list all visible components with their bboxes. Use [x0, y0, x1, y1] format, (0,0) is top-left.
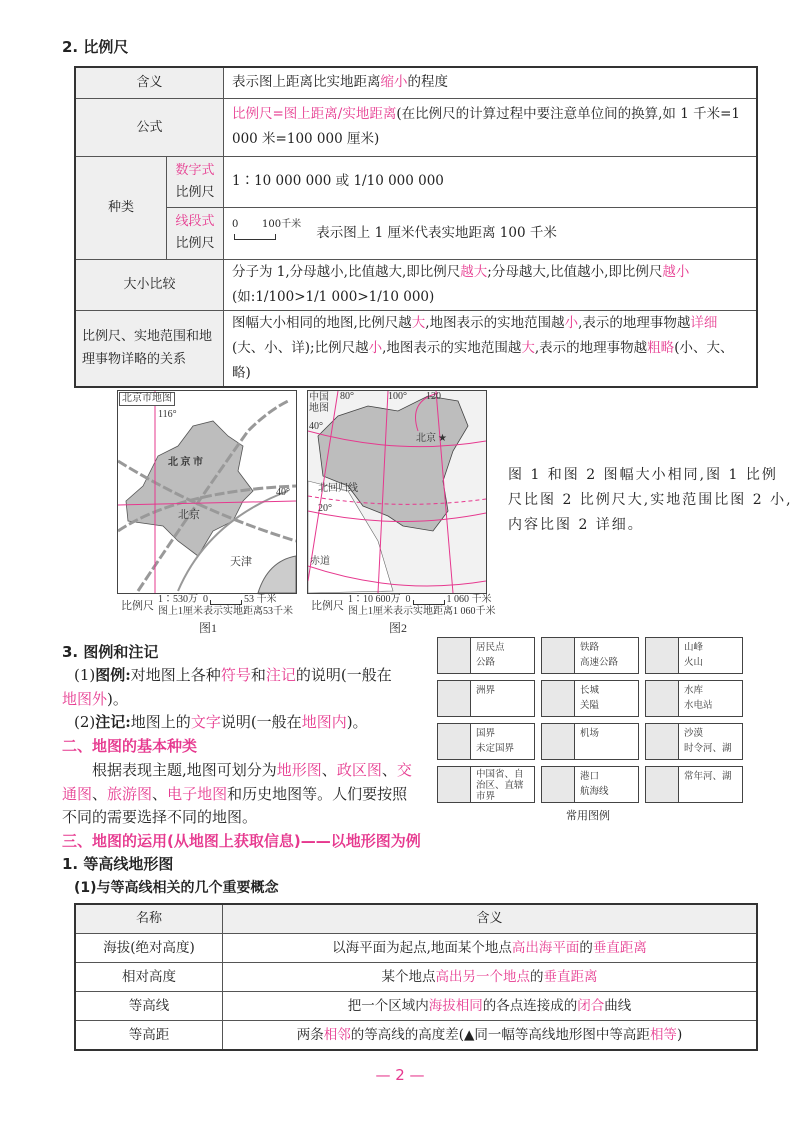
fig1-scale-ratio: 1∶530万 — [158, 594, 198, 605]
text-segment: 、 — [92, 785, 108, 803]
scale-bar-start: 0 — [232, 219, 239, 230]
highlight-text: 相邻 — [323, 1027, 351, 1043]
highlight-text: 大 — [521, 339, 535, 356]
legend-label-line: 公路 — [476, 657, 496, 668]
label-meaning: 含义 — [75, 67, 224, 98]
highlight-text: 交 — [396, 761, 412, 779]
legend-item — [437, 637, 535, 674]
legend-label — [476, 683, 495, 698]
legend-item — [541, 723, 639, 760]
legend-label-line: 未定国界 — [476, 743, 515, 754]
text-segment: 、 — [381, 761, 397, 779]
text-segment: 图幅大小相同的地图,比例尺越 — [232, 314, 412, 331]
legend-item — [645, 766, 743, 803]
text-segment: 把一个区域内 — [347, 998, 429, 1014]
legend-item — [541, 637, 639, 674]
fig2-scale-ratio: 1∶10 600万 — [348, 594, 401, 605]
lat20-label: 20° — [318, 503, 332, 514]
text-segment: ,表示的地理事物越 — [534, 339, 648, 356]
label-types: 种类 — [75, 156, 167, 259]
text-segment: (2) — [74, 713, 96, 731]
text-segment: (大、小、详);比例尺越 — [232, 339, 369, 356]
concept-name: 相对高度 — [75, 963, 223, 992]
legend-label-line: 铁路 — [580, 642, 600, 653]
scale-bar-end: 100千米 — [262, 219, 302, 230]
legend-label-line: 山峰 — [684, 642, 704, 653]
legend-item — [645, 637, 743, 674]
legend-label — [684, 726, 732, 756]
text-segment: ;分母越大,比值越小,即比例尺 — [487, 263, 663, 280]
fig1-scale-label: 比例尺 — [121, 600, 154, 612]
highlight-text: 地形图 — [276, 761, 322, 779]
legend-label — [684, 683, 713, 713]
legend-label — [476, 769, 526, 802]
highlight-text: 地图外 — [62, 690, 108, 708]
legend-label — [476, 726, 514, 756]
text-segment: 说明(一般在 — [220, 713, 302, 731]
text-segment: (小、大、略) — [232, 339, 734, 381]
table-row — [75, 1021, 757, 1051]
legend-label — [684, 640, 703, 670]
legend-label-line: 水库 — [684, 685, 704, 696]
concept-name: 等高距 — [75, 1021, 223, 1051]
table-row — [75, 992, 757, 1021]
header-meaning: 含义 — [223, 904, 758, 934]
legend-item — [437, 680, 535, 717]
content-numeric: 1∶10 000 000 或 1/10 000 000 — [224, 156, 758, 207]
legend-symbol-icon — [438, 767, 471, 802]
legend-label-line: 航海线 — [580, 786, 609, 797]
text-segment: 某个地点 — [381, 969, 436, 985]
part2-line-3 — [62, 806, 257, 827]
legend-label-line: 高速公路 — [580, 657, 619, 668]
text-segment: 曲线 — [604, 998, 632, 1014]
label-numeric-scale — [167, 156, 224, 207]
text-segment: 不同的需要选择不同的地图。 — [62, 808, 258, 826]
legend-symbol-icon — [646, 767, 679, 802]
china-map-title: 中国地图 — [309, 392, 329, 414]
fig2-scale-desc: 图上1厘米表示实地距离1 060千米 — [348, 606, 496, 617]
capital-label: 北京 — [178, 509, 200, 521]
table-row — [75, 963, 757, 992]
table-row — [75, 934, 757, 963]
page-number: — 2 — — [375, 1066, 425, 1084]
fig1-scale-detail — [158, 594, 293, 618]
legend-def-line-2 — [62, 688, 128, 709]
content-formula — [224, 98, 758, 156]
text-segment: )。 — [346, 713, 368, 731]
highlight-text: 越大 — [460, 263, 488, 280]
highlight-text: 相等 — [649, 1027, 677, 1043]
concept-meaning — [223, 1021, 758, 1051]
fig2-scale-bar — [413, 600, 445, 605]
text-segment: 的等高线的高度差(▲同一幅等高线地形图中等高距 — [350, 1027, 650, 1043]
fig1-bar-end: 53 千米 — [244, 594, 277, 605]
legend-symbol-icon — [438, 724, 471, 759]
legend-label-line: 沙漠 — [684, 728, 704, 739]
legend-symbol-icon — [542, 724, 575, 759]
contour-section-title: 1. 等高线地形图 — [62, 855, 174, 873]
legend-symbol-icon — [646, 724, 679, 759]
fig2-scale-row — [348, 594, 496, 606]
equator-label: 赤道 — [310, 556, 330, 567]
fig1-bar-start: 0 — [203, 594, 208, 605]
lat40-label: 40° — [309, 421, 323, 432]
highlight-text: 高出另一个地点 — [435, 969, 530, 985]
beijing-map-title: 北京市地图 — [119, 392, 175, 406]
contour-concepts-table — [74, 903, 758, 1051]
legend-label — [580, 726, 599, 741]
highlight-text: 海拔相同 — [428, 998, 483, 1014]
legend-label-line: 时令河、湖 — [684, 743, 732, 754]
scale-bar-line — [234, 234, 276, 240]
legend-label — [580, 640, 618, 670]
text-segment: 地图上的 — [130, 713, 191, 731]
scale-bar-graphic — [232, 221, 312, 245]
legend-label — [580, 683, 599, 713]
legend-label-line: 港口 — [580, 771, 600, 782]
numeric-label-highlight: 数字式 — [175, 162, 215, 178]
beijing-map — [117, 390, 297, 594]
legend-label-line: 关隘 — [580, 700, 600, 711]
legend-label-line: 机场 — [580, 728, 600, 739]
figure-note: 图 1 和图 2 图幅大小相同,图 1 比例尺比图 2 比例尺大,实地范围比图 2 小,内容比图 2 详细。 — [508, 467, 793, 533]
legend-symbol-icon — [542, 767, 575, 802]
beijing-map-graphic — [118, 391, 296, 593]
highlight-text: 垂直距离 — [592, 940, 647, 956]
highlight-text: 大 — [411, 314, 426, 331]
highlight-text: 电子地图 — [167, 785, 228, 803]
text-segment: )。 — [107, 690, 128, 708]
content-relation — [224, 310, 758, 387]
label-relation: 比例尺、实地范围和地理事物详略的关系 — [75, 310, 224, 387]
fig1-scale-bar-group — [203, 594, 277, 606]
text-segment: (在比例尺的计算过程中要注意单位间的换算,如 1 千米=1 000 米=100 000 厘米) — [232, 106, 741, 147]
content-meaning — [224, 67, 758, 98]
china-map — [307, 390, 487, 594]
header-name: 名称 — [75, 904, 223, 934]
fig1-caption: 图1 — [199, 621, 218, 635]
legend-caption: 常用图例 — [566, 810, 610, 822]
text-segment: 分子为 1,分母越小,比值越大,即比例尺 — [232, 263, 461, 280]
text-segment: 的 — [579, 940, 593, 956]
legend-label-line: 洲界 — [476, 685, 496, 696]
lon100-label: 100° — [388, 391, 407, 402]
fig1-scale — [121, 594, 293, 618]
fig2-caption: 图2 — [389, 621, 408, 635]
contour-subsection-title: (1)与等高线相关的几个重要概念 — [74, 880, 279, 896]
highlight-text: 垂直距离 — [543, 969, 598, 985]
concept-name: 海拔(绝对高度) — [75, 934, 223, 963]
capital-label: 北京 — [416, 433, 436, 444]
legend-item — [645, 723, 743, 760]
text-segment: 以海平面为起点,地面某个地点 — [332, 940, 512, 956]
legend-label — [476, 640, 505, 670]
legend-item — [541, 766, 639, 803]
content-compare — [224, 259, 758, 310]
legend-item — [645, 680, 743, 717]
part2-line-2 — [62, 783, 407, 804]
fig1-scale-row — [158, 594, 293, 606]
capital-marker — [416, 433, 447, 445]
legend-item — [437, 766, 535, 803]
highlight-text: 地图内 — [301, 713, 347, 731]
text-segment: 的程度 — [407, 74, 448, 91]
fig2-bar-start: 0 — [405, 594, 411, 605]
annotation-def-line — [74, 711, 368, 732]
tropic-label: 北回归线 — [318, 483, 358, 494]
legend-symbol-icon — [438, 681, 471, 716]
scale-table — [74, 66, 758, 388]
lon80-label: 80° — [340, 391, 354, 402]
part2-title: 二、地图的基本种类 — [62, 737, 198, 755]
numeric-label: 比例尺 — [175, 184, 215, 200]
legend-label-line: 长城 — [580, 685, 600, 696]
linear-desc: 表示图上 1 厘米代表实地距离 100 千米 — [316, 224, 557, 241]
legend-label — [580, 769, 609, 799]
legend-label-line: 火山 — [684, 657, 704, 668]
highlight-text: 详细 — [690, 314, 718, 331]
part2-line-1 — [92, 759, 412, 780]
highlight-text: 注记 — [265, 666, 296, 684]
highlight-text: 文字 — [190, 713, 221, 731]
fig2-bar-end: 1 060 千米 — [446, 594, 492, 605]
legend-symbol-icon — [542, 638, 575, 673]
text-segment: 和历史地图等。人们要按照 — [227, 785, 408, 803]
lat-label: 40° — [276, 487, 290, 498]
text-segment: 和 — [250, 666, 266, 684]
highlight-text: 闭合 — [577, 998, 605, 1014]
fig1-scale-desc: 图上1厘米表示实地距离53千米 — [158, 606, 293, 617]
concept-meaning — [223, 992, 758, 1021]
label-formula: 公式 — [75, 98, 224, 156]
bold-term: 注记: — [95, 713, 131, 731]
legend-label-line: 水电站 — [684, 700, 713, 711]
linear-label: 比例尺 — [175, 236, 215, 251]
text-segment: ,地图表示的实地范围越 — [425, 314, 565, 331]
text-segment: 的说明(一般在 — [295, 666, 392, 684]
legend-def-line — [74, 664, 392, 685]
highlight-text: 小 — [564, 314, 579, 331]
capital-star-icon: ★ — [438, 433, 447, 444]
text-segment: 根据表现主题,地图可划分为 — [92, 761, 277, 779]
text-segment: (如:1/100>1/1 000>1/10 000) — [232, 288, 435, 305]
fig2-scale-bar-group — [406, 594, 492, 606]
text-segment: ,地图表示的实地范围越 — [382, 339, 522, 356]
highlight-text: 旅游图 — [107, 785, 153, 803]
text-segment: 表示图上距离比实地距离 — [232, 74, 381, 91]
highlight-text: 小 — [368, 339, 383, 356]
text-segment: 的 — [530, 969, 544, 985]
section-title-legend: 3. 图例和注记 — [62, 643, 159, 661]
legend-symbol-icon — [646, 681, 679, 716]
label-compare: 大小比较 — [75, 259, 224, 310]
text-segment: 两条 — [296, 1027, 324, 1043]
text-segment: ) — [676, 1027, 683, 1043]
highlight-text: 粗略 — [647, 339, 675, 356]
highlight-text: 比例尺=图上距离/实地距离 — [232, 106, 397, 122]
concept-name: 等高线 — [75, 992, 223, 1021]
part3-title: 三、地图的运用(从地图上获取信息)——以地形图为例 — [62, 832, 421, 850]
highlight-text: 政区图 — [336, 761, 382, 779]
fig2-scale-detail — [348, 594, 496, 618]
fig1-scale-bar — [210, 600, 242, 605]
concept-meaning — [223, 963, 758, 992]
legend-label-line: 中国省、自治区、直辖市界 — [476, 769, 524, 802]
fig2-scale-label: 比例尺 — [311, 600, 344, 612]
legend-symbol-icon — [646, 638, 679, 673]
lon120-label: 120 — [426, 391, 441, 402]
text-segment: 对地图上各种 — [130, 666, 221, 684]
text-segment: 、 — [152, 785, 168, 803]
lon-label: 116° — [158, 409, 177, 420]
legend-label-line: 居民点 — [476, 642, 505, 653]
text-segment: 、 — [321, 761, 337, 779]
concept-meaning — [223, 934, 758, 963]
highlight-text: 高出海平面 — [511, 940, 580, 956]
text-segment: 的各点连接成的 — [482, 998, 578, 1014]
legend-item — [541, 680, 639, 717]
legend-label-line: 常年河、湖 — [684, 771, 732, 782]
highlight-text: 符号 — [220, 666, 251, 684]
fig2-scale — [311, 594, 496, 618]
highlight-text: 越小 — [662, 263, 690, 280]
linear-label-highlight: 线段式 — [175, 214, 215, 229]
city-label: 北 京 市 — [168, 457, 203, 468]
highlight-text: 通图 — [62, 785, 93, 803]
bold-term: 图例: — [95, 666, 131, 684]
content-linear — [224, 207, 758, 259]
text-segment: (1) — [74, 666, 96, 684]
section-title-scale: 2. 比例尺 — [62, 38, 129, 56]
tianjin-label: 天津 — [230, 556, 252, 568]
legend-symbol-icon — [542, 681, 575, 716]
legend-label-line: 国界 — [476, 728, 496, 739]
legend-item — [437, 723, 535, 760]
legend-symbol-icon — [438, 638, 471, 673]
label-linear-scale — [167, 207, 224, 259]
highlight-text: 缩小 — [380, 74, 408, 91]
text-segment: ,表示的地理事物越 — [578, 314, 691, 331]
legend-label — [684, 769, 732, 784]
